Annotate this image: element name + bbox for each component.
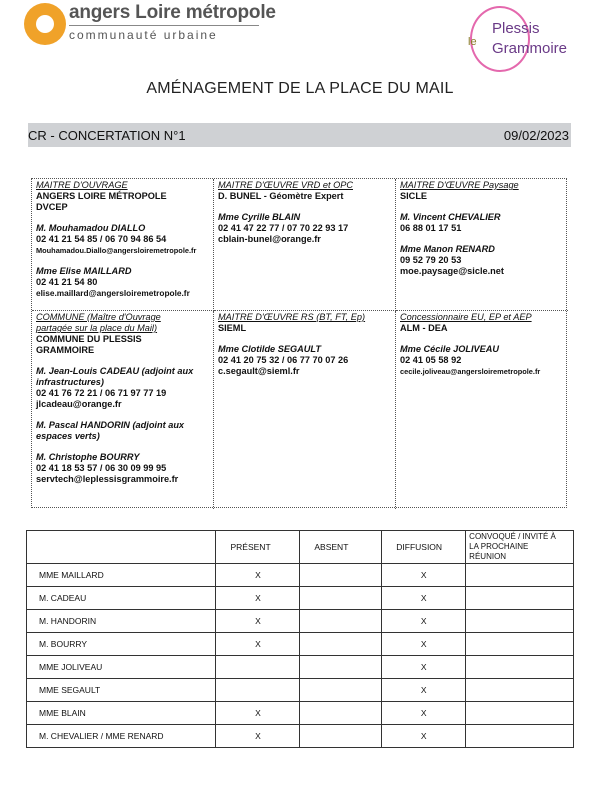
org-name: COMMUNE DU PLESSIS: [36, 334, 142, 344]
table-row: [27, 679, 574, 702]
role-label: Concessionnaire EU, EP et AEP: [400, 312, 532, 322]
absent-cell: [300, 564, 382, 587]
present-cell: [216, 679, 300, 702]
person-phone: 02 41 21 54 80: [36, 277, 98, 287]
table-row: [27, 656, 574, 679]
person-phone: 09 52 79 20 53: [400, 255, 462, 265]
contact-maitre-oeuvre-vrd: [214, 179, 396, 311]
attendee-name: M. CHEVALIER / MME RENARD: [27, 725, 216, 748]
absent-cell: [300, 702, 382, 725]
org-name: D. BUNEL - Géomètre Expert: [218, 191, 344, 201]
attendee-name: MME MAILLARD: [27, 564, 216, 587]
org-name: ANGERS LOIRE MÉTROPOLE: [36, 191, 167, 201]
present-cell: X: [216, 610, 300, 633]
contact-maitre-ouvrage: [32, 179, 214, 311]
logo-grammoire: Grammoire: [492, 40, 568, 57]
logo-circle-icon: [24, 3, 66, 45]
person-name: Mme Cyrille BLAIN: [218, 212, 301, 222]
contact-commune: [32, 311, 214, 509]
person-phone: 02 41 18 53 57 / 06 30 09 99 95: [36, 463, 167, 473]
role-label: COMMUNE (Maître d'Ouvrage: [36, 312, 161, 322]
diffusion-cell: X: [382, 725, 466, 748]
report-band: [28, 123, 571, 147]
person-email[interactable]: elise.maillard@angersloiremetropole.fr: [36, 288, 190, 298]
person-name: Mme Elise MAILLARD: [36, 266, 132, 276]
person-email[interactable]: moe.paysage@sicle.net: [400, 266, 504, 276]
person-email[interactable]: cecile.joliveau@angersloiremetropole.fr: [400, 367, 541, 376]
present-cell: X: [216, 633, 300, 656]
logo-ring-icon: [470, 6, 530, 72]
header-present: PRÉSENT: [216, 531, 300, 564]
document-title: AMÉNAGEMENT DE LA PLACE DU MAIL: [146, 80, 454, 97]
attendee-name: MME BLAIN: [27, 702, 216, 725]
role-label: MAITRE D'OUVRAGE: [36, 180, 128, 190]
role-label: partagée sur la place du Mail): [36, 323, 158, 333]
table-row: [27, 564, 574, 587]
person-phone: 02 41 47 22 77 / 07 70 22 93 17: [218, 223, 349, 233]
diffusion-cell: X: [382, 587, 466, 610]
convoque-cell: [466, 564, 574, 587]
person-role: infrastructures): [36, 377, 104, 387]
attendee-name: M. BOURRY: [27, 633, 216, 656]
absent-cell: [300, 610, 382, 633]
person-email[interactable]: jlcadeau@orange.fr: [36, 399, 122, 409]
presence-table: [26, 530, 574, 748]
convoque-cell: [466, 702, 574, 725]
logo-divider: [69, 25, 259, 26]
role-label: MAITRE D'ŒUVRE Paysage: [400, 180, 519, 190]
person-email[interactable]: c.segault@sieml.fr: [218, 366, 300, 376]
angers-loire-metropole-logo: [24, 0, 274, 46]
person-role: espaces verts): [36, 431, 100, 441]
person-email[interactable]: cblain-bunel@orange.fr: [218, 234, 321, 244]
plessis-grammoire-logo: [462, 4, 570, 72]
convoque-cell: [466, 587, 574, 610]
org-name: SICLE: [400, 191, 428, 201]
absent-cell: [300, 656, 382, 679]
attendee-name: M. CADEAU: [27, 587, 216, 610]
org-name: SIEML: [218, 323, 247, 333]
present-cell: X: [216, 564, 300, 587]
absent-cell: [300, 725, 382, 748]
presence-header-row: [27, 531, 574, 564]
person-name: M. Christophe BOURRY: [36, 452, 140, 462]
contact-concessionnaire: [396, 311, 568, 509]
person-phone: 06 88 01 17 51: [400, 223, 462, 233]
diffusion-cell: X: [382, 564, 466, 587]
person-name: M. Jean-Louis CADEAU (adjoint aux: [36, 366, 194, 376]
logo-subtitle: communauté urbaine: [69, 28, 218, 42]
attendee-name: M. HANDORIN: [27, 610, 216, 633]
header-diffusion: DIFFUSION: [382, 531, 466, 564]
attendee-name: MME SEGAULT: [27, 679, 216, 702]
present-cell: X: [216, 702, 300, 725]
person-name: Mme Clotilde SEGAULT: [218, 344, 321, 354]
present-cell: [216, 656, 300, 679]
person-name: M. Mouhamadou DIALLO: [36, 223, 146, 233]
contact-maitre-oeuvre-rs: [214, 311, 396, 509]
person-email[interactable]: Mouhamadou.Diallo@angersloiremetropole.fr: [36, 246, 197, 255]
contacts-grid: [31, 178, 567, 508]
org-service: DVCEP: [36, 202, 68, 212]
person-phone: 02 41 76 72 21 / 06 71 97 77 19: [36, 388, 167, 398]
header-convoque: CONVOQUÉ / INVITÉ À LA PROCHAINE RÉUNION: [466, 531, 574, 564]
convoque-cell: [466, 656, 574, 679]
person-name: M. Vincent CHEVALIER: [400, 212, 501, 222]
org-name: ALM - DEA: [400, 323, 448, 333]
person-phone: 02 41 05 58 92: [400, 355, 462, 365]
diffusion-cell: X: [382, 702, 466, 725]
contact-maitre-oeuvre-paysage: [396, 179, 568, 311]
logo-le: le: [468, 36, 477, 48]
present-cell: X: [216, 587, 300, 610]
diffusion-cell: X: [382, 679, 466, 702]
convoque-cell: [466, 610, 574, 633]
absent-cell: [300, 587, 382, 610]
convoque-cell: [466, 679, 574, 702]
table-row: [27, 587, 574, 610]
diffusion-cell: X: [382, 610, 466, 633]
role-label: MAITRE D'ŒUVRE RS (BT, FT, Ep): [218, 312, 366, 322]
table-row: [27, 725, 574, 748]
header-name: [27, 531, 216, 564]
person-name: Mme Cécile JOLIVEAU: [400, 344, 500, 354]
person-email[interactable]: servtech@leplessisgrammoire.fr: [36, 474, 179, 484]
header-absent: ABSENT: [300, 531, 382, 564]
diffusion-cell: X: [382, 633, 466, 656]
logo-name: angers Loire métropole: [69, 2, 276, 23]
convoque-cell: [466, 725, 574, 748]
person-phone: 02 41 21 54 85 / 06 70 94 86 54: [36, 234, 167, 244]
role-label: MAITRE D'ŒUVRE VRD et OPC: [218, 180, 353, 190]
diffusion-cell: X: [382, 656, 466, 679]
table-row: [27, 702, 574, 725]
table-row: [27, 633, 574, 656]
report-date: 09/02/2023: [503, 128, 569, 143]
absent-cell: [300, 633, 382, 656]
table-row: [27, 610, 574, 633]
org-name: GRAMMOIRE: [36, 345, 95, 355]
person-name: M. Pascal HANDORIN (adjoint aux: [36, 420, 185, 430]
person-phone: 02 41 20 75 32 / 06 77 70 07 26: [218, 355, 349, 365]
person-name: Mme Manon RENARD: [400, 244, 495, 254]
attendee-name: MME JOLIVEAU: [27, 656, 216, 679]
logo-plessis: Plessis: [492, 20, 540, 37]
present-cell: X: [216, 725, 300, 748]
report-label: CR - CONCERTATION N°1: [28, 128, 186, 143]
convoque-cell: [466, 633, 574, 656]
absent-cell: [300, 679, 382, 702]
